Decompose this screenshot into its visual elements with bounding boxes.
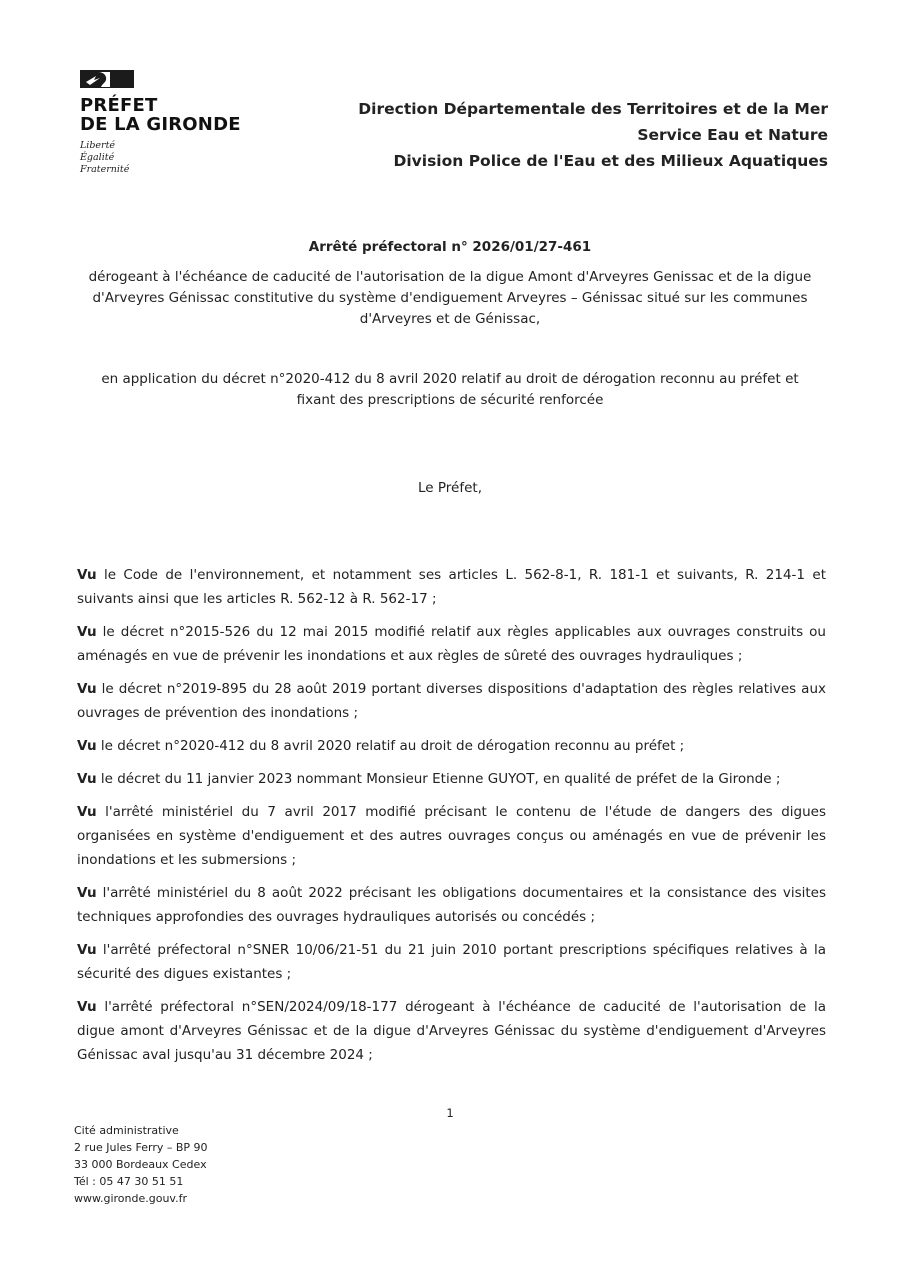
motto — [80, 140, 280, 176]
motto-liberte: Liberté — [80, 140, 116, 151]
visa-item — [77, 620, 826, 668]
prefet-heading: Le Préfet, — [418, 480, 482, 496]
visa-lead: Vu — [77, 942, 97, 958]
visa-text: l'arrêté préfectoral n°SEN/2024/09/18-177 dérogeant à l'échéance de caducité de l'autorisation de la digue amont d'Arveyres Génissac et de la digue d'Arveyres Génissac du système d'endiguement d'Arveyres Génissac aval jusqu'au 31 décembre 2024 ; — [77, 999, 826, 1063]
arrete-object: dérogeant à l'échéance de caducité de l'autorisation de la digue Amont d'Arveyres Genissac et de la digue d'Arveyres Génissac constitutive du système d'endiguement Arveyres – Génissac situé sur les communes d'Arveyres et de Génissac, — [88, 269, 812, 327]
visa-lead: Vu — [77, 738, 97, 754]
department-name: Direction Départementale des Territoires et de la Mer — [358, 100, 828, 118]
visa-item — [77, 563, 826, 611]
visa-lead: Vu — [77, 681, 97, 697]
footer-website: www.gironde.gouv.fr — [74, 1192, 187, 1205]
division-name: Division Police de l'Eau et des Milieux Aquatiques — [393, 152, 828, 170]
visa-text: le décret du 11 janvier 2023 nommant Monsieur Etienne GUYOT, en qualité de préfet de la Gironde ; — [100, 771, 781, 787]
logo-title-line1: PRÉFET — [80, 95, 158, 116]
visa-text: l'arrêté ministériel du 8 août 2022 précisant les obligations documentaires et la consistance des visites techniques approfondies des ouvrages hydrauliques autorisés ou concédés ; — [77, 885, 826, 925]
prefecture-logo — [80, 68, 280, 176]
visa-item — [77, 881, 826, 929]
visa-item — [77, 767, 826, 791]
visas-list — [77, 563, 826, 1076]
visa-text: le décret n°2020-412 du 8 avril 2020 relatif au droit de dérogation reconnu au préfet ; — [100, 738, 685, 754]
visa-lead: Vu — [77, 804, 97, 820]
visa-item — [77, 995, 826, 1067]
visa-lead: Vu — [77, 567, 97, 583]
visa-item — [77, 938, 826, 986]
service-name: Service Eau et Nature — [637, 126, 828, 144]
footer-street: 2 rue Jules Ferry – BP 90 — [74, 1141, 208, 1154]
visa-lead: Vu — [77, 624, 97, 640]
footer-address — [74, 1122, 208, 1207]
footer-phone: Tél : 05 47 30 51 51 — [74, 1175, 184, 1188]
visa-text: l'arrêté ministériel du 7 avril 2017 modifié précisant le contenu de l'étude de dangers des digues organisées en système d'endiguement et des autres ouvrages conçus ou aménagés en vue de prévenir les inondations et les submersions ; — [77, 804, 827, 868]
marianne-logo-icon — [80, 68, 134, 90]
visa-item — [77, 734, 826, 758]
visa-text: le Code de l'environnement, et notamment ses articles L. 562-8-1, R. 181-1 et suivants, R. 214-1 et suivants ainsi que les articles R. 562-12 à R. 562-17 ; — [77, 567, 826, 607]
visa-lead: Vu — [77, 885, 97, 901]
visa-text: le décret n°2015-526 du 12 mai 2015 modifié relatif aux règles applicables aux ouvrages construits ou aménagés en vue de prévenir les inondations et aux règles de sûreté des ouvrages hydrauliques ; — [77, 624, 826, 664]
page-number: 1 — [446, 1106, 454, 1120]
visa-text: l'arrêté préfectoral n°SNER 10/06/21-51 du 21 juin 2010 portant prescriptions spécifiques relatives à la sécurité des digues existantes ; — [77, 942, 827, 982]
arrete-legal-basis: en application du décret n°2020-412 du 8 avril 2020 relatif au droit de dérogation reconnu au préfet et fixant des prescriptions de sécurité renforcée — [101, 371, 799, 408]
department-header — [358, 96, 828, 174]
logo-title-line2: DE LA GIRONDE — [80, 114, 241, 135]
visa-item — [77, 677, 826, 725]
footer-building: Cité administrative — [74, 1124, 179, 1137]
motto-fraternite: Fraternité — [80, 164, 130, 175]
visa-text: le décret n°2019-895 du 28 août 2019 portant diverses dispositions d'adaptation des règles relatives aux ouvrages de prévention des inondations ; — [77, 681, 826, 721]
visa-lead: Vu — [77, 771, 97, 787]
visa-lead: Vu — [77, 999, 97, 1015]
arrete-title: Arrêté préfectoral n° 2026/01/27-461 — [308, 239, 592, 255]
motto-egalite: Égalité — [80, 152, 115, 163]
footer-city: 33 000 Bordeaux Cedex — [74, 1158, 207, 1171]
visa-item — [77, 800, 826, 872]
